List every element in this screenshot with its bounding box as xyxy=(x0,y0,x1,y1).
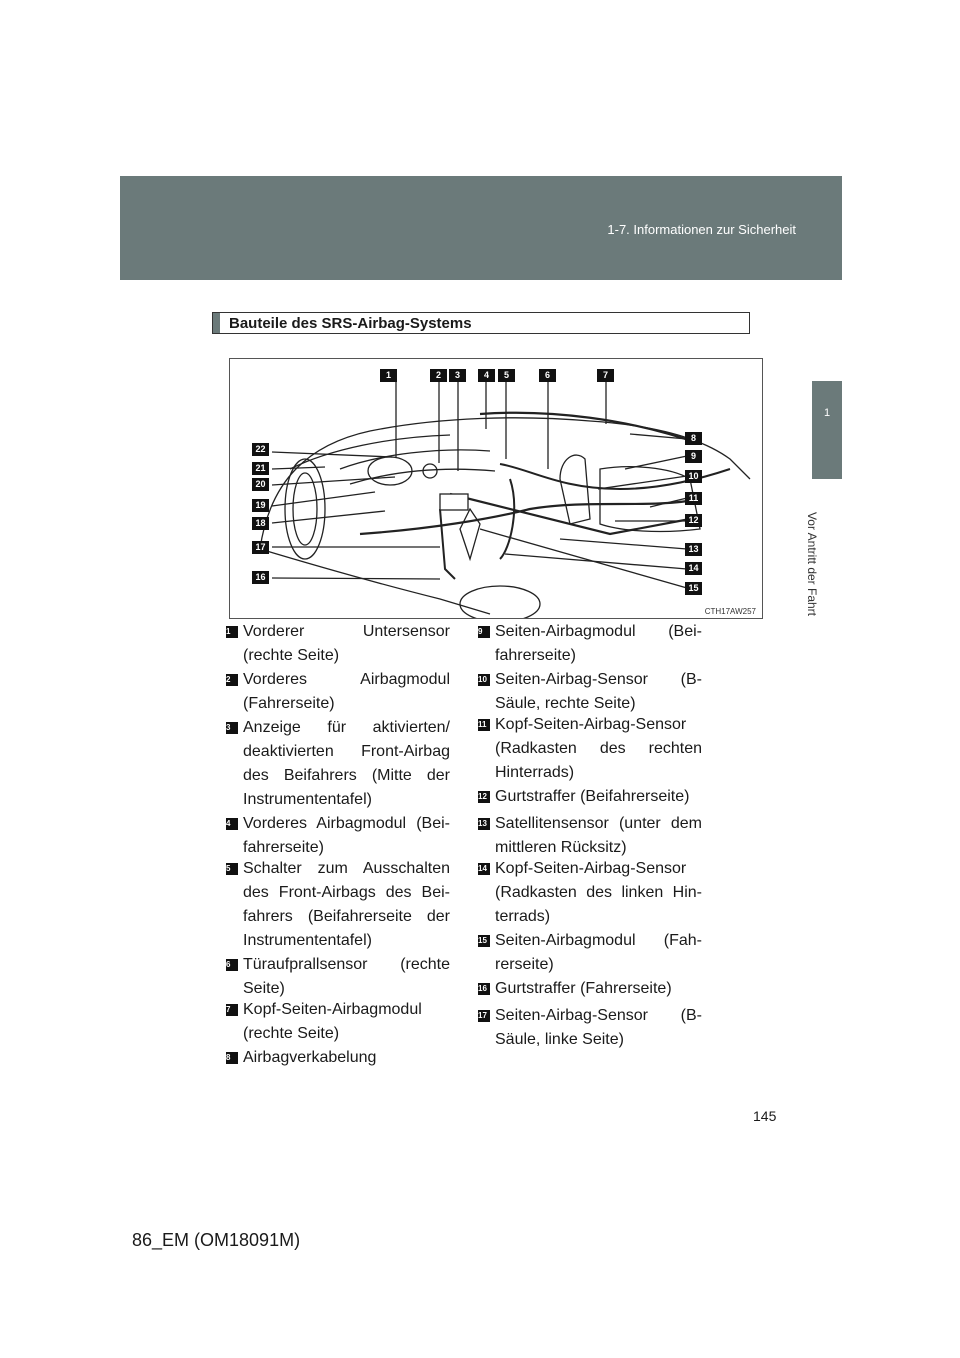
callout-18: 18 xyxy=(252,517,269,530)
callout-15: 15 xyxy=(685,582,702,595)
item-text: Gurtstraffer (Fahrerseite) xyxy=(495,980,672,997)
airbag-diagram xyxy=(229,358,763,619)
item-marker: 16 xyxy=(478,983,490,995)
item-text: Türaufprallsensor (rechte Seite) xyxy=(243,956,450,997)
item-marker: 1 xyxy=(226,626,238,638)
car-illustration xyxy=(230,359,763,619)
list-item xyxy=(226,716,450,812)
callout-13: 13 xyxy=(685,543,702,556)
callout-22: 22 xyxy=(252,443,269,456)
item-text: Vorderes Airbagmodul (Fahrerseite) xyxy=(243,671,450,712)
list-item xyxy=(226,953,450,1001)
item-marker: 15 xyxy=(478,935,490,947)
item-text: Anzeige für aktivierten/ deaktivierten Front-Airbag des Beifahrers (Mitte der Instrumententafel) xyxy=(243,719,450,808)
list-item xyxy=(226,668,450,716)
item-marker: 11 xyxy=(478,719,490,731)
page-number: 145 xyxy=(753,1108,777,1124)
list-item xyxy=(478,668,702,716)
list-item xyxy=(478,620,702,668)
item-marker: 2 xyxy=(226,674,238,686)
item-text: Seiten-Airbagmodul (Fah- rerseite) xyxy=(495,932,702,973)
item-marker: 4 xyxy=(226,818,238,830)
chapter-label xyxy=(790,487,826,647)
callout-8: 8 xyxy=(685,432,702,445)
list-item xyxy=(226,620,450,668)
list-item xyxy=(478,785,702,809)
item-text: Seiten-Airbagmodul (Bei- fahrerseite) xyxy=(495,623,702,664)
callout-11: 11 xyxy=(685,492,702,505)
item-marker: 10 xyxy=(478,674,490,686)
callout-3: 3 xyxy=(449,369,466,382)
footer-code: 86_EM (OM18091M) xyxy=(132,1230,301,1250)
item-text: Gurtstraffer (Beifahrerseite) xyxy=(495,788,690,805)
list-item xyxy=(478,1004,702,1052)
list-item xyxy=(478,929,702,977)
list-item xyxy=(226,812,450,860)
chapter-tab xyxy=(812,381,842,479)
item-text: Kopf-Seiten-Airbag-Sensor (Radkasten des rechten Hinterrads) xyxy=(495,716,702,781)
item-marker: 8 xyxy=(226,1052,238,1064)
chapter-title: Vor Antritt der Fahrt xyxy=(805,511,819,617)
callout-12: 12 xyxy=(685,514,702,527)
section-heading: 1-7. Informationen zur Sicherheit xyxy=(607,222,796,237)
chapter-number: 1 xyxy=(823,407,831,419)
list-item xyxy=(478,812,702,860)
callout-14: 14 xyxy=(685,562,702,575)
item-marker: 6 xyxy=(226,959,238,971)
item-marker: 9 xyxy=(478,626,490,638)
item-text: Seiten-Airbag-Sensor (B- Säule, rechte Seite) xyxy=(495,671,702,712)
item-marker: 12 xyxy=(478,791,490,803)
item-text: Kopf-Seiten-Airbagmodul (rechte Seite) xyxy=(243,1001,422,1042)
list-item xyxy=(478,977,702,1001)
callout-20: 20 xyxy=(252,478,269,491)
callout-7: 7 xyxy=(597,369,614,382)
list-item xyxy=(478,713,702,785)
section-title-box xyxy=(212,312,750,334)
callout-4: 4 xyxy=(478,369,495,382)
item-text: Schalter zum Ausschalten des Front-Airbags des Bei- fahrers (Beifahrerseite der Instrumententafel) xyxy=(243,860,450,949)
list-item xyxy=(226,1046,450,1070)
section-title-bar xyxy=(213,313,220,333)
item-text: Satellitensensor (unter dem mittleren Rücksitz) xyxy=(495,815,702,856)
list-item xyxy=(226,998,450,1046)
item-text: Airbagverkabelung xyxy=(243,1049,377,1066)
item-marker: 5 xyxy=(226,863,238,875)
callout-21: 21 xyxy=(252,462,269,475)
item-marker: 17 xyxy=(478,1010,490,1022)
item-text: Seiten-Airbag-Sensor (B- Säule, linke Seite) xyxy=(495,1007,702,1048)
callout-2: 2 xyxy=(430,369,447,382)
item-marker: 14 xyxy=(478,863,490,875)
header-band xyxy=(120,176,842,280)
callout-16: 16 xyxy=(252,571,269,584)
item-text: Vorderer Untersensor (rechte Seite) xyxy=(243,623,450,664)
list-item xyxy=(226,857,450,953)
item-marker: 7 xyxy=(226,1004,238,1016)
callout-6: 6 xyxy=(539,369,556,382)
section-title: Bauteile des SRS-Airbag-Systems xyxy=(229,315,472,332)
callout-9: 9 xyxy=(685,450,702,463)
callout-1: 1 xyxy=(380,369,397,382)
item-marker: 13 xyxy=(478,818,490,830)
item-text: Vorderes Airbagmodul (Bei- fahrerseite) xyxy=(243,815,450,856)
callout-5: 5 xyxy=(498,369,515,382)
callout-17: 17 xyxy=(252,541,269,554)
figure-code: CTH17AW257 xyxy=(704,607,756,616)
item-marker: 3 xyxy=(226,722,238,734)
list-item xyxy=(478,857,702,929)
callout-19: 19 xyxy=(252,499,269,512)
item-text: Kopf-Seiten-Airbag-Sensor (Radkasten des linken Hin- terrads) xyxy=(495,860,702,925)
callout-10: 10 xyxy=(685,470,702,483)
